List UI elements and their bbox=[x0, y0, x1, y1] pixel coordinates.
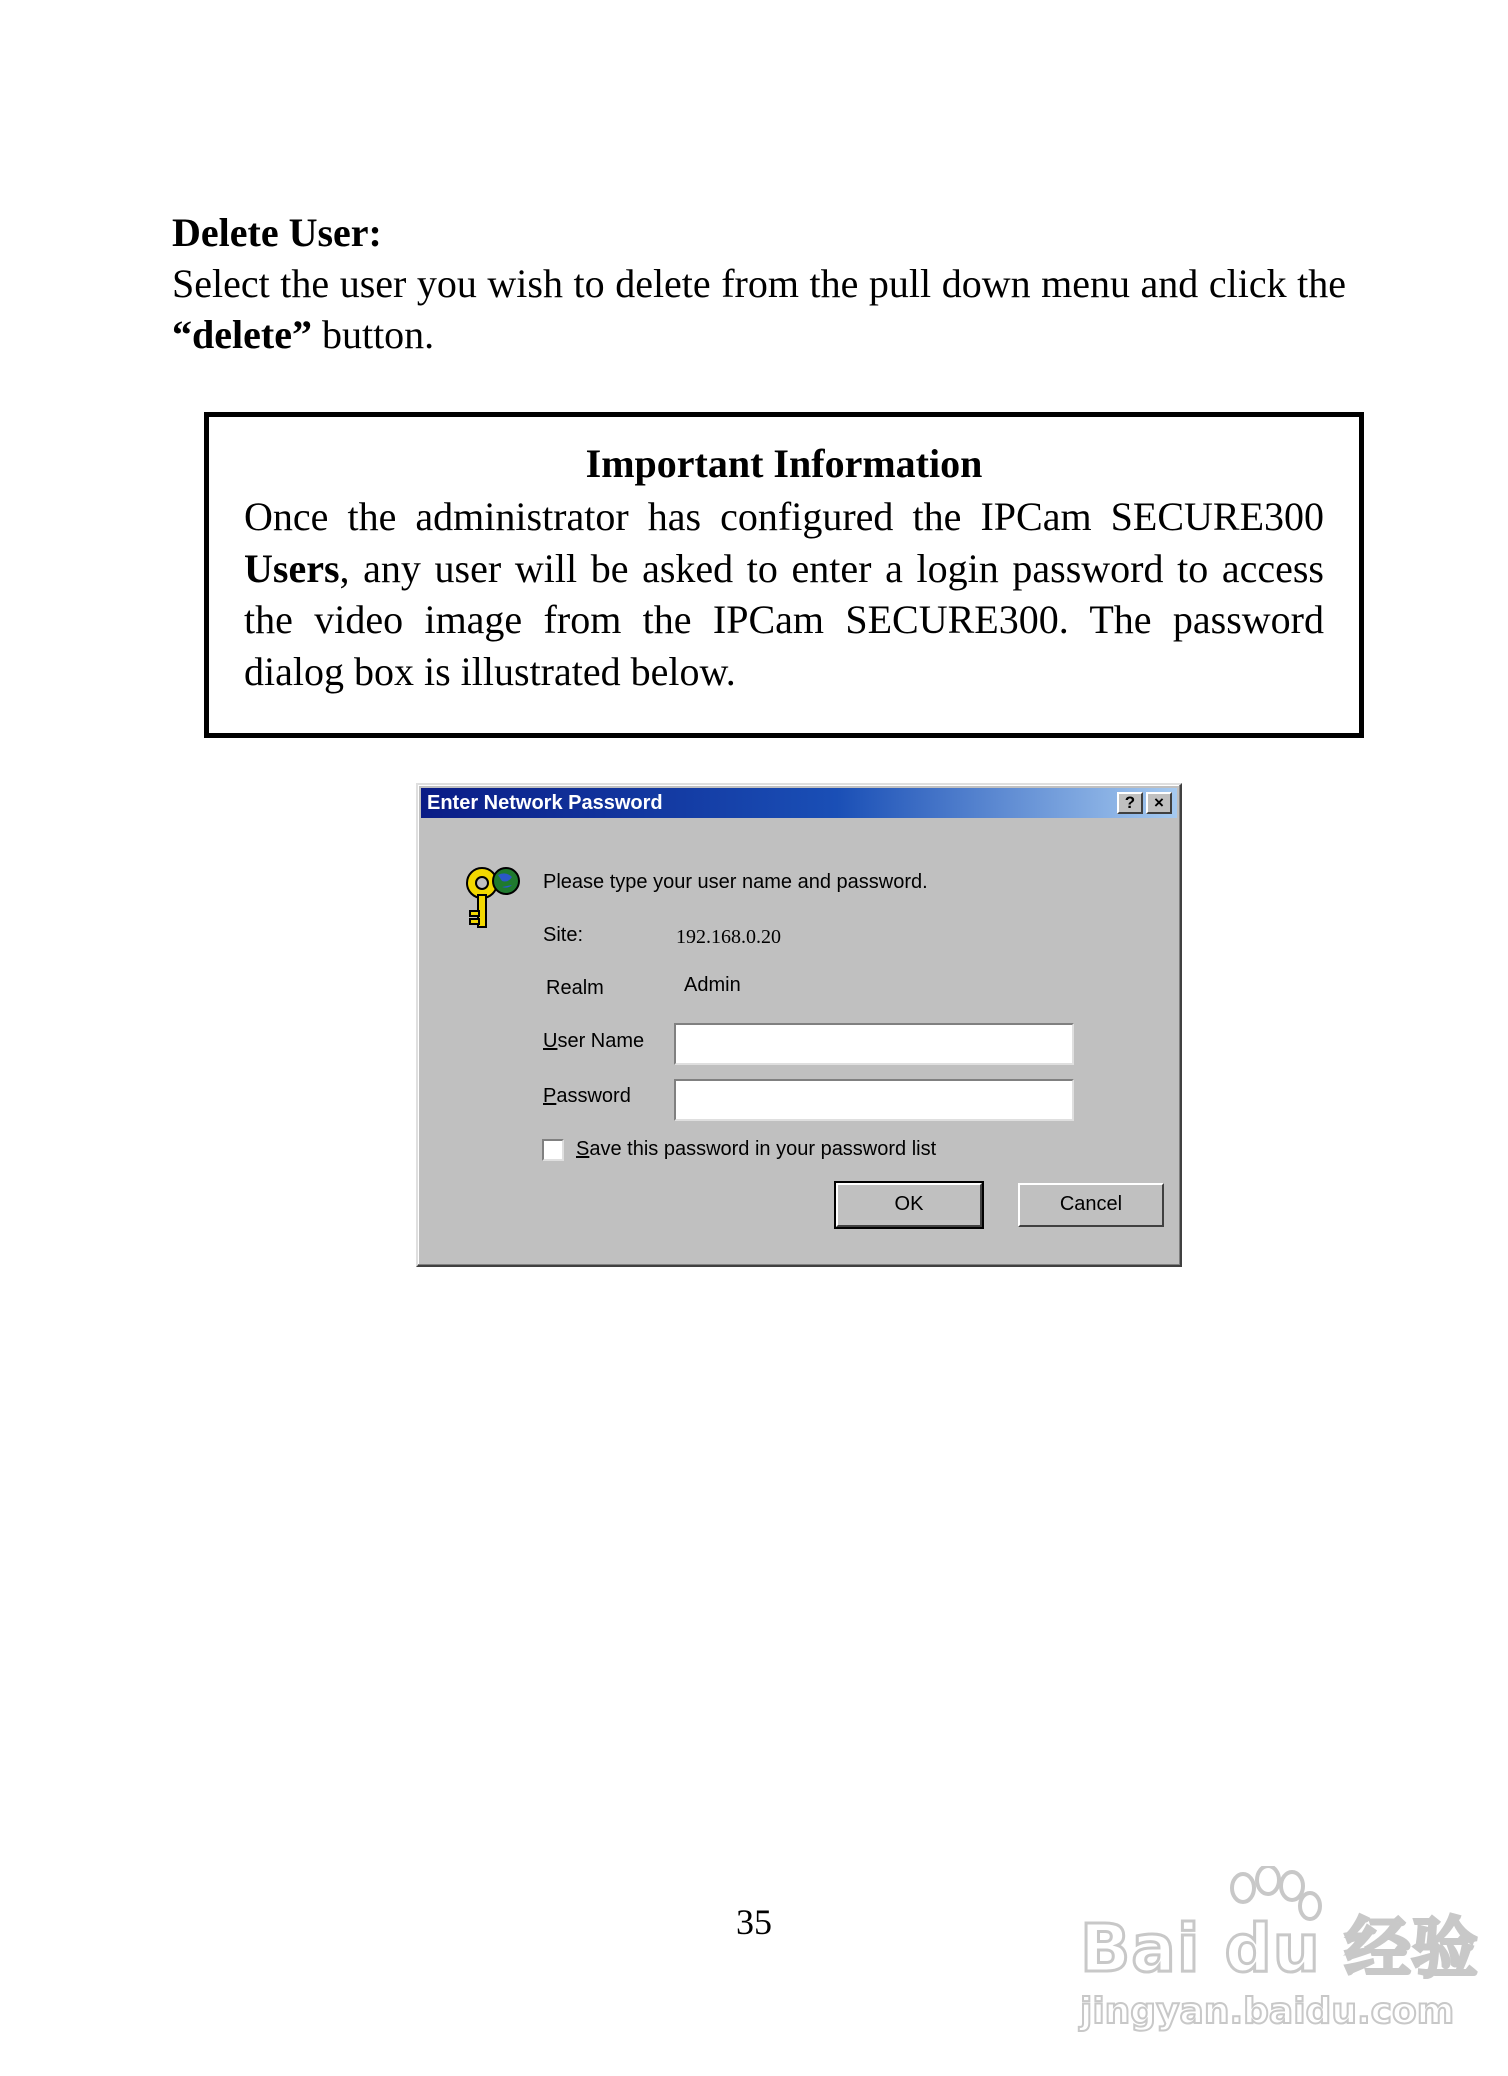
section-heading: Delete User: bbox=[172, 210, 382, 255]
password-label bbox=[543, 1084, 631, 1108]
dialog-titlebar[interactable] bbox=[421, 788, 1177, 818]
password-label-text: assword bbox=[556, 1085, 631, 1107]
intro-text: Select the user you wish to delete from the pull down menu and click the bbox=[172, 261, 1346, 306]
info-title: Important Information bbox=[585, 441, 983, 486]
site-label: Site: bbox=[543, 924, 584, 946]
delete-keyword: “delete” bbox=[172, 312, 312, 357]
watermark-url: jingyan.baidu.com bbox=[1080, 1991, 1455, 2032]
site-value: 192.168.0.20 bbox=[676, 926, 781, 948]
realm-label: Realm bbox=[546, 977, 604, 999]
save-password-checkbox[interactable] bbox=[542, 1139, 564, 1161]
info-text: Once the administrator has configured the IPCam SECURE300 bbox=[244, 494, 1324, 539]
watermark-text: Bai du 经验 bbox=[1080, 1910, 1479, 1987]
dialog-title: Enter Network Password bbox=[427, 792, 663, 814]
save-label-text: ave this password in your password list bbox=[589, 1138, 937, 1160]
realm-value: Admin bbox=[684, 974, 741, 996]
users-keyword: Users bbox=[244, 545, 340, 591]
page-number: 35 bbox=[736, 1902, 772, 1942]
username-input[interactable] bbox=[674, 1023, 1074, 1065]
info-body bbox=[244, 491, 1324, 697]
key-icon bbox=[462, 861, 526, 933]
help-button[interactable]: ? bbox=[1117, 792, 1143, 814]
password-input[interactable] bbox=[674, 1079, 1074, 1121]
cancel-button[interactable]: Cancel bbox=[1018, 1183, 1164, 1227]
username-accesskey: U bbox=[543, 1030, 558, 1052]
intro-paragraph bbox=[172, 258, 1346, 360]
save-password-label[interactable] bbox=[576, 1137, 936, 1161]
username-label bbox=[543, 1029, 644, 1053]
baidu-watermark bbox=[1078, 1866, 1479, 2046]
username-label-text: ser Name bbox=[557, 1030, 645, 1052]
password-accesskey: P bbox=[543, 1085, 557, 1107]
info-text-end: , any user will be asked to enter a login password to access the video image from the IPCam SECURE300. The password dialog box is illustrated below. bbox=[244, 545, 1324, 694]
ok-button[interactable]: OK bbox=[836, 1183, 982, 1227]
dialog-prompt: Please type your user name and password. bbox=[543, 871, 928, 893]
important-info-box bbox=[204, 412, 1364, 738]
save-accesskey: S bbox=[576, 1138, 590, 1160]
close-button[interactable]: × bbox=[1146, 792, 1172, 814]
network-password-dialog bbox=[416, 783, 1182, 1267]
intro-text-end: button. bbox=[311, 312, 435, 357]
